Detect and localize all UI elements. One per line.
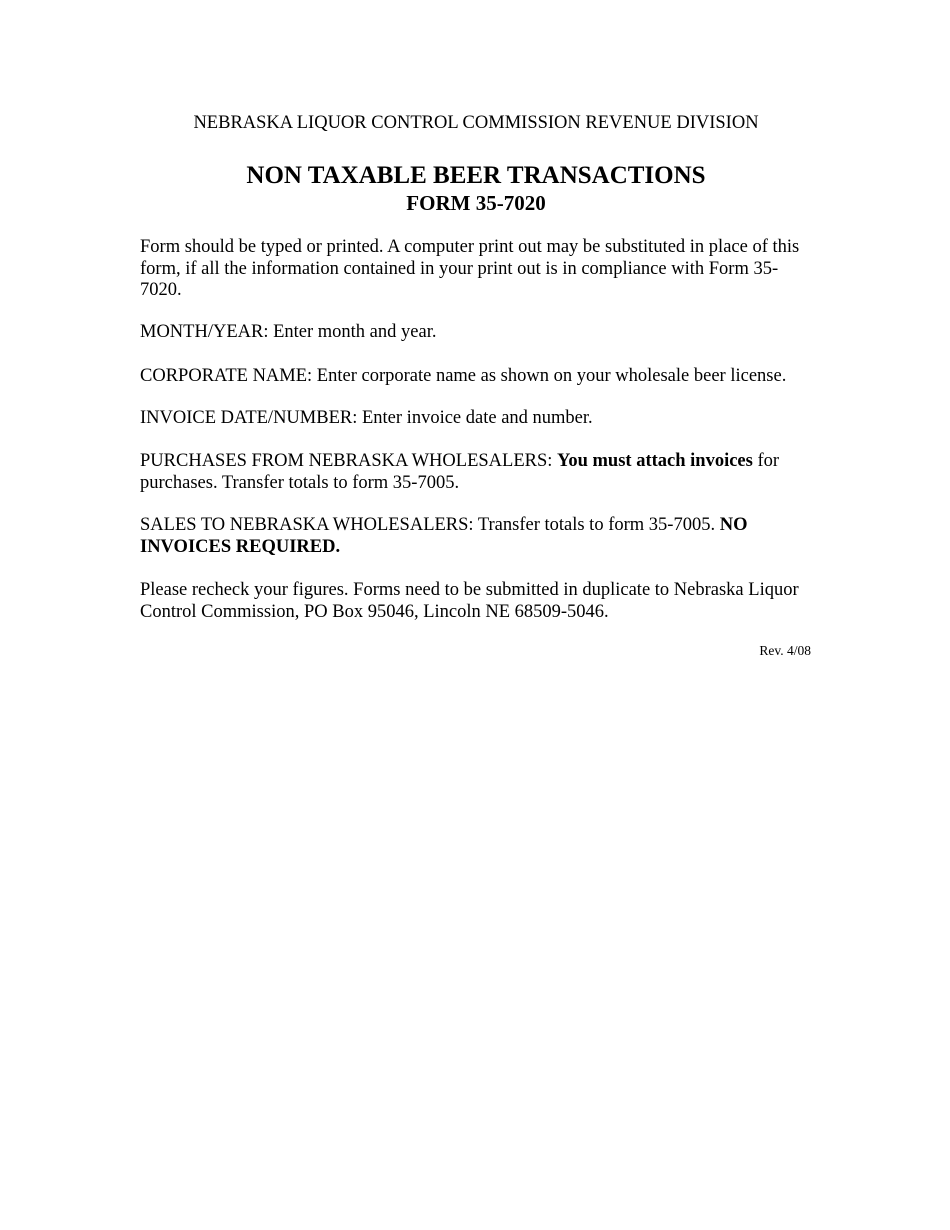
intro-paragraph: Form should be typed or printed. A computer print out may be substituted in place of this form, if all the information contained in your print out is in compliance with Form 35-7020. (140, 237, 800, 300)
page-title: NON TAXABLE BEER TRANSACTIONS (246, 162, 706, 189)
purchases-tail: for purchases. Transfer totals to form 35-7005. (140, 451, 780, 493)
corporate-name-instruction: CORPORATE NAME: Enter corporate name as shown on your wholesale beer license. (140, 366, 787, 386)
purchases-lead: PURCHASES FROM NEBRASKA WHOLESALERS: (140, 451, 558, 471)
purchases-emphasis: You must attach invoices (557, 451, 753, 471)
month-year-instruction: MONTH/YEAR: Enter month and year. (140, 322, 437, 342)
revision-note: Rev. 4/08 (759, 643, 811, 658)
invoice-instruction: INVOICE DATE/NUMBER: Enter invoice date and number. (140, 408, 593, 428)
closing-paragraph: Please recheck your figures. Forms need to be submitted in duplicate to Nebraska Liquor Control Commission, PO Box 95046, Lincoln NE 68509-5046. (140, 580, 799, 622)
agency-header: NEBRASKA LIQUOR CONTROL COMMISSION REVENUE DIVISION (193, 113, 759, 133)
sales-instruction (140, 515, 812, 558)
purchases-instruction (140, 451, 812, 494)
sales-emphasis: NO INVOICES REQUIRED. (140, 515, 748, 557)
form-number: FORM 35-7020 (406, 191, 546, 215)
sales-lead: SALES TO NEBRASKA WHOLESALERS: Transfer totals to form 35-7005. (140, 515, 720, 535)
